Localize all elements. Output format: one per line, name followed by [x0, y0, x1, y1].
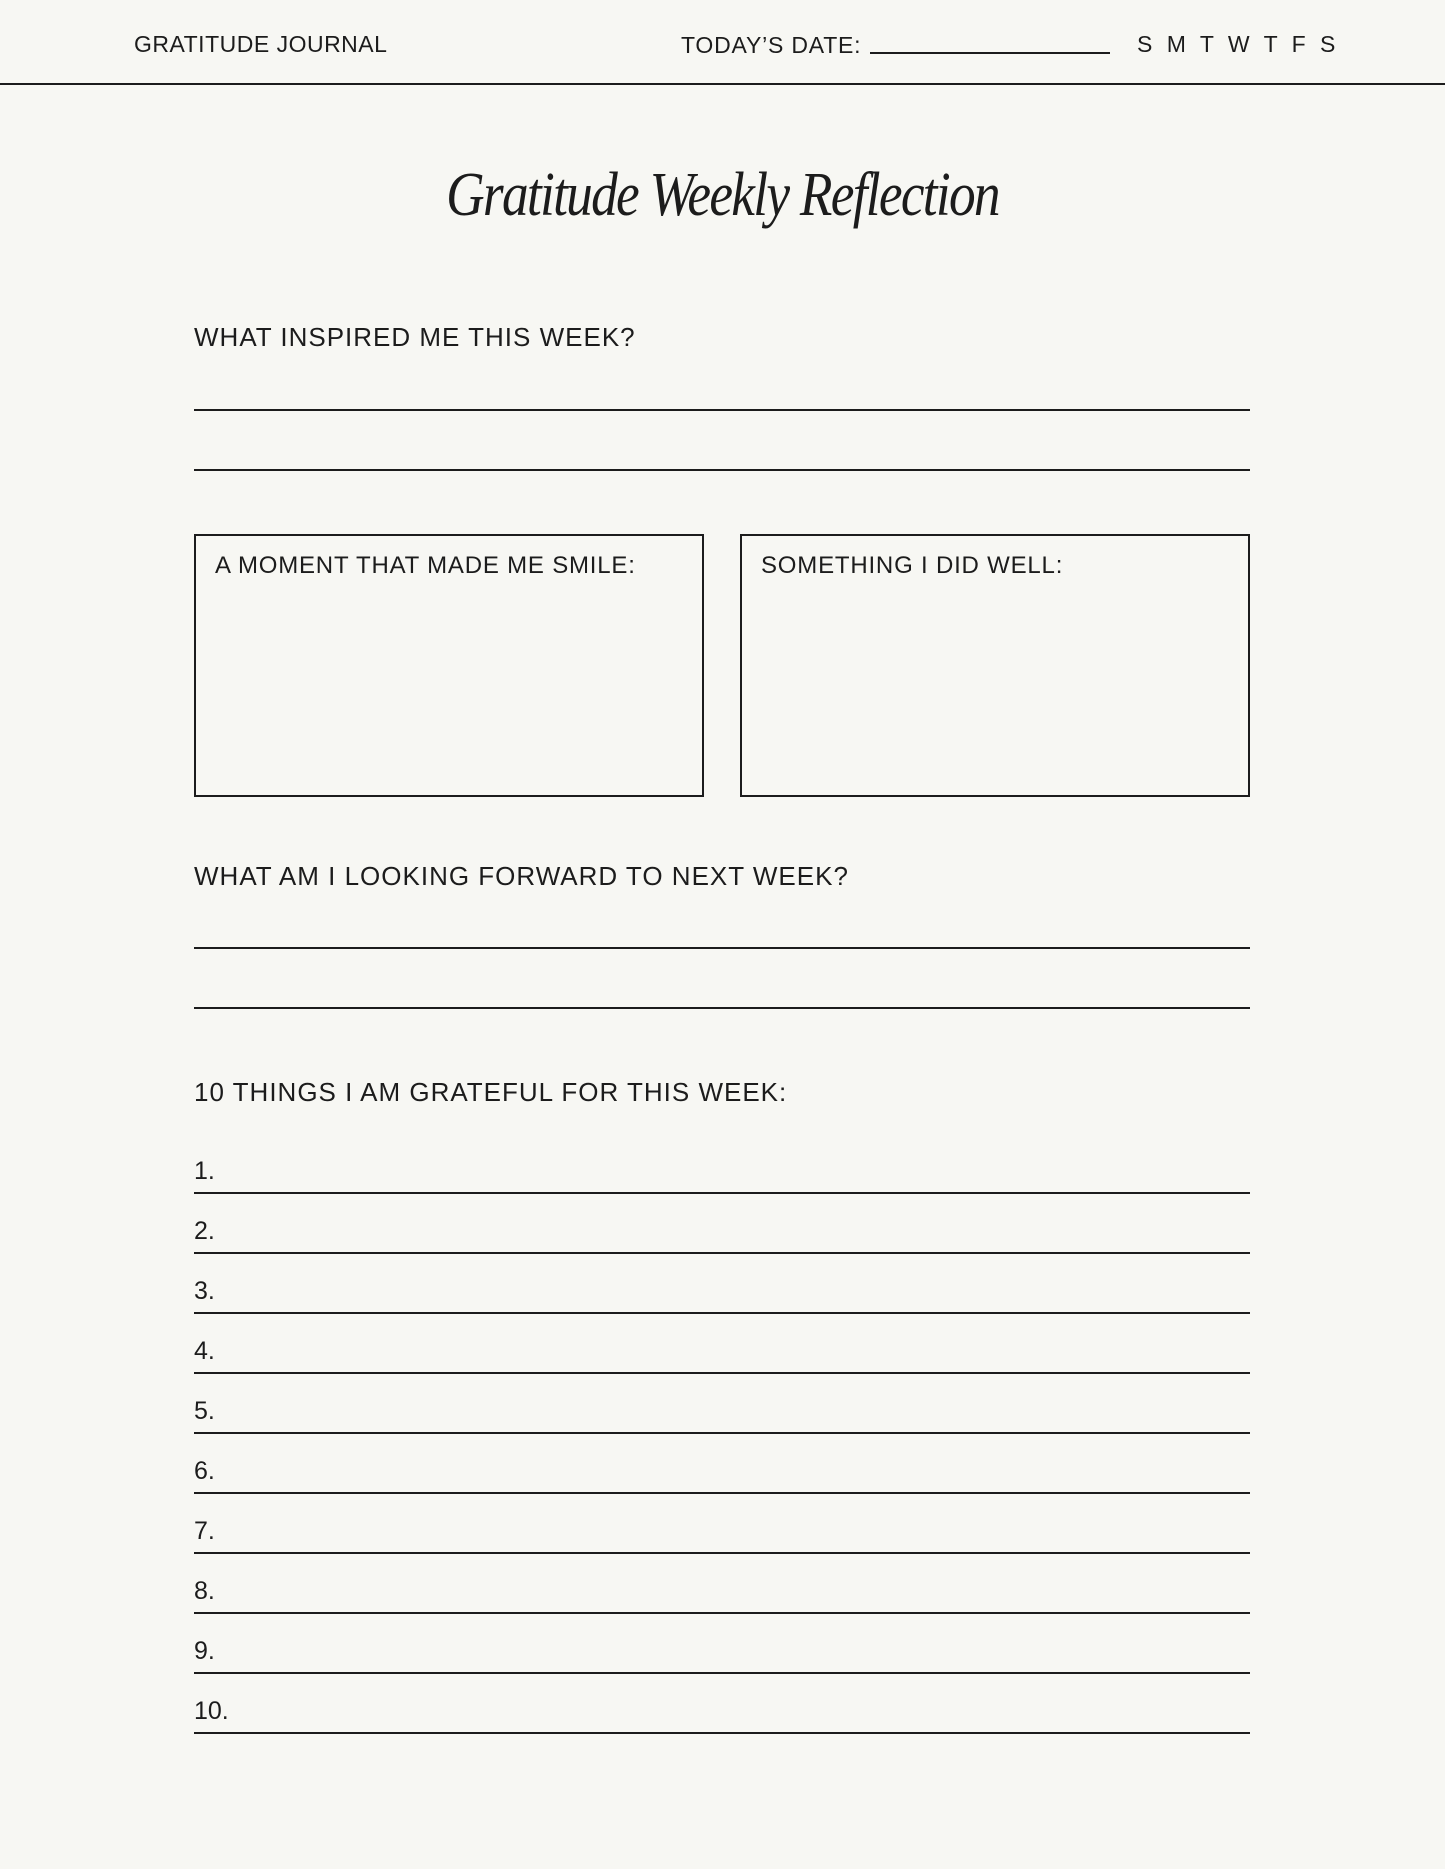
list-item[interactable]: [194, 1134, 1250, 1194]
forward-line-2[interactable]: [194, 1007, 1250, 1009]
list-item[interactable]: [194, 1374, 1250, 1434]
grateful-heading: 10 THINGS I AM GRATEFUL FOR THIS WEEK:: [194, 1077, 788, 1107]
smile-box[interactable]: [194, 534, 704, 797]
list-item[interactable]: [194, 1194, 1250, 1254]
smile-box-label: A MOMENT THAT MADE ME SMILE:: [215, 552, 636, 579]
list-item[interactable]: [194, 1254, 1250, 1314]
list-item-number: 7.: [194, 1517, 215, 1545]
inspired-heading: WHAT INSPIRED ME THIS WEEK?: [194, 322, 636, 352]
inspired-line-2[interactable]: [194, 469, 1250, 471]
list-item[interactable]: [194, 1494, 1250, 1554]
list-item-number: 10.: [194, 1697, 229, 1725]
forward-heading: WHAT AM I LOOKING FORWARD TO NEXT WEEK?: [194, 861, 849, 891]
forward-line-1[interactable]: [194, 947, 1250, 949]
list-item[interactable]: [194, 1554, 1250, 1614]
did-well-box[interactable]: [740, 534, 1250, 797]
date-label: TODAY’S DATE:: [681, 32, 862, 58]
did-well-box-label: SOMETHING I DID WELL:: [761, 552, 1064, 579]
list-item-number: 4.: [194, 1337, 215, 1365]
journal-brand: GRATITUDE JOURNAL: [134, 31, 388, 57]
page-header: [0, 0, 1445, 85]
weekday-selector[interactable]: S M T W T F S: [1137, 31, 1339, 57]
page-title: Gratitude Weekly Reflection: [446, 161, 999, 229]
list-item-number: 6.: [194, 1457, 215, 1485]
list-item-number: 2.: [194, 1217, 215, 1245]
list-item-number: 1.: [194, 1157, 215, 1185]
list-item[interactable]: [194, 1674, 1250, 1734]
list-item[interactable]: [194, 1434, 1250, 1494]
list-item[interactable]: [194, 1614, 1250, 1674]
date-input-line[interactable]: [870, 52, 1110, 54]
inspired-line-1[interactable]: [194, 409, 1250, 411]
list-item-number: 9.: [194, 1637, 215, 1665]
list-item-number: 3.: [194, 1277, 215, 1305]
list-item-number: 8.: [194, 1577, 215, 1605]
list-item[interactable]: [194, 1314, 1250, 1374]
list-item-number: 5.: [194, 1397, 215, 1425]
grateful-list: [194, 1134, 1250, 1734]
